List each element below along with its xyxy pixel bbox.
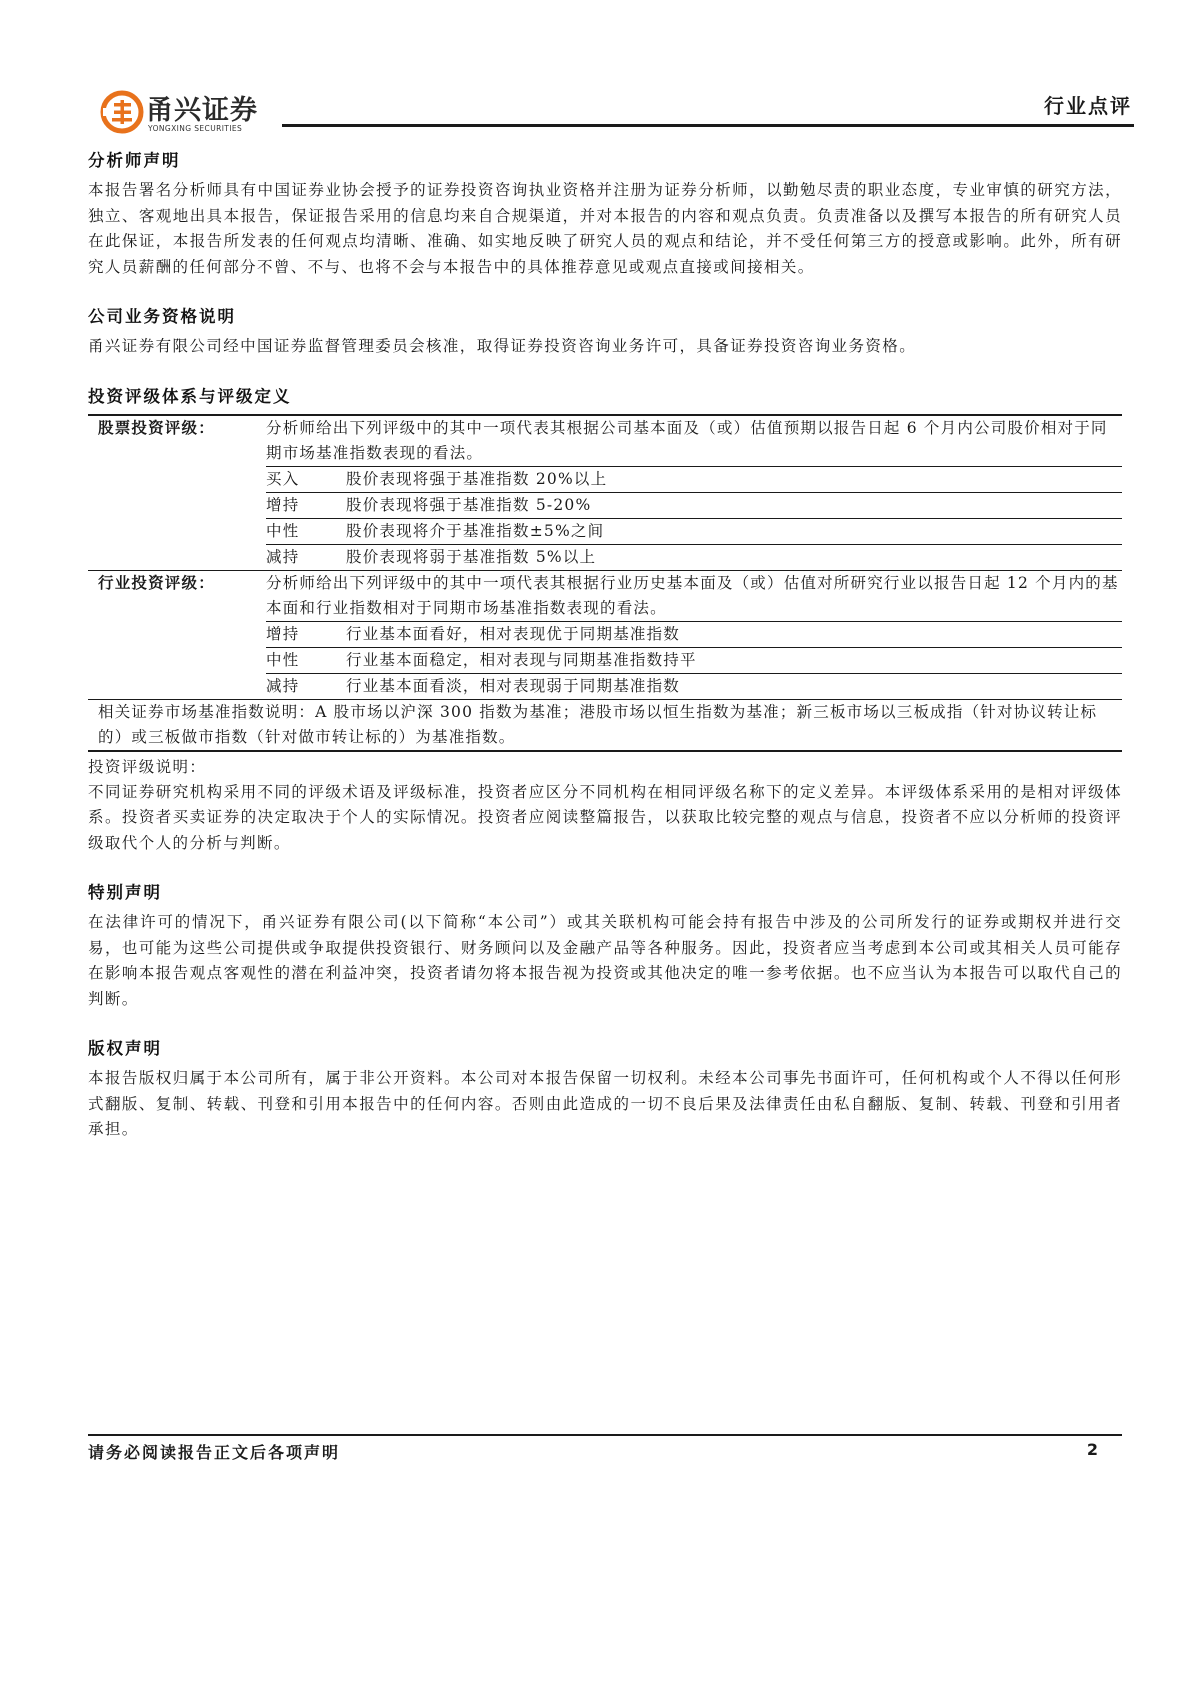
page-header bbox=[100, 84, 1132, 144]
rating-level-name: 中性 bbox=[266, 647, 346, 673]
table-row bbox=[88, 544, 1122, 570]
table-row bbox=[88, 647, 1122, 673]
table-row bbox=[88, 621, 1122, 647]
copyright-body: 本报告版权归属于本公司所有，属于非公开资料。本公司对本报告保留一切权利。未经本公司事先书面许可，任何机构或个人不得以任何形式翻版、复制、转载、刊登和引用本报告中的任何内容。否则由此造成的一切不良后果及法律责任由私自翻版、复制、转载、刊登和引用者承担。 bbox=[88, 1069, 1122, 1138]
table-row bbox=[88, 466, 1122, 492]
analyst-statement-section bbox=[88, 148, 1122, 280]
rating-level-name: 减持 bbox=[266, 676, 300, 695]
table-row bbox=[88, 518, 1122, 544]
company-qualification-title: 公司业务资格说明 bbox=[88, 307, 236, 326]
company-qualification-section bbox=[88, 304, 1122, 360]
page-number: 2 bbox=[1086, 1440, 1098, 1459]
report-type-label: 行业点评 bbox=[1044, 94, 1132, 118]
rating-level-desc: 行业基本面看好，相对表现优于同期基准指数 bbox=[346, 621, 1122, 647]
special-statement-title: 特别声明 bbox=[88, 883, 162, 902]
rating-level-desc: 行业基本面稳定，相对表现与同期基准指数持平 bbox=[346, 647, 1122, 673]
yongxing-logo-icon bbox=[100, 90, 144, 134]
company-logo bbox=[100, 88, 280, 138]
rating-system-section bbox=[88, 384, 1122, 857]
table-row bbox=[88, 570, 1122, 621]
rating-level-name: 增持 bbox=[266, 621, 346, 647]
rating-level-desc: 股价表现将介于基准指数±5%之间 bbox=[346, 518, 1122, 544]
table-row bbox=[88, 415, 1122, 467]
footer-rule bbox=[88, 1434, 1122, 1436]
table-row bbox=[88, 699, 1122, 751]
special-statement-body: 在法律许可的情况下，甬兴证券有限公司(以下简称“本公司”）或其关联机构可能会持有报告中涉及的公司所发行的证券或期权并进行交易，也可能为这些公司提供或争取提供投资银行、财务顾问以及金融产品等各种服务。因此，投资者应当考虑到本公司或其相关人员可能存在影响本报告观点客观性的潜在利益冲突，投资者请勿将本报告视为投资或其他决定的唯一参考依据。也不应当认为本报告可以取代自己的判断。 bbox=[88, 913, 1122, 1008]
rating-explanation-body: 不同证券研究机构采用不同的评级术语及评级标准，投资者应区分不同机构在相同评级名称下的定义差异。本评级体系采用的是相对评级体系。投资者买卖证券的决定取决于个人的实际情况。投资者应阅读整篇报告，以获取比较完整的观点与信息，投资者不应以分析师的投资评级取代个人的分析与判断。 bbox=[88, 782, 1122, 852]
copyright-title: 版权声明 bbox=[88, 1039, 162, 1058]
rating-system-title: 投资评级体系与评级定义 bbox=[88, 386, 292, 406]
rating-level-name: 中性 bbox=[266, 518, 346, 544]
rating-level-name: 买入 bbox=[266, 466, 346, 492]
special-statement-section bbox=[88, 880, 1122, 1012]
rating-level-desc: 行业基本面看淡，相对表现弱于同期基准指数 bbox=[346, 676, 681, 695]
copyright-section bbox=[88, 1036, 1122, 1143]
industry-rating-label: 行业投资评级： bbox=[98, 573, 215, 592]
rating-level-desc: 股价表现将强于基准指数 5-20% bbox=[346, 492, 1122, 518]
logo-english-name: YONGXING SECURITIES bbox=[148, 124, 243, 133]
rating-definition-table bbox=[88, 414, 1122, 752]
table-row bbox=[88, 673, 1122, 699]
analyst-statement-title: 分析师声明 bbox=[88, 151, 181, 170]
page-footer bbox=[88, 1434, 1122, 1462]
analyst-statement-body: 本报告署名分析师具有中国证券业协会授予的证券投资咨询执业资格并注册为证券分析师，以勤勉尽责的职业态度，专业审慎的研究方法，独立、客观地出具本报告，保证报告采用的信息均来自合规渠道，并对本报告的内容和观点负责。负责准备以及撰写本报告的所有研究人员在此保证，本报告所发表的任何观点均清晰、准确、如实地反映了研究人员的观点和结论，并不受任何第三方的授意或影响。此外，所有研究人员薪酬的任何部分不曾、不与、也将不会与本报告中的具体推荐意见或观点直接或间接相关。 bbox=[88, 181, 1122, 276]
rating-explanation-heading: 投资评级说明： bbox=[88, 757, 207, 776]
company-qualification-body: 甬兴证券有限公司经中国证券监督管理委员会核准，取得证券投资咨询业务许可，具备证券投资咨询业务资格。 bbox=[88, 337, 917, 355]
header-rule bbox=[282, 124, 1134, 127]
benchmark-index-note: 相关证券市场基准指数说明：A 股市场以沪深 300 指数为基准；港股市场以恒生指数为基准；新三板市场以三板成指（针对协议转让标的）或三板做市指数（针对做市转让标的）为基准指数。 bbox=[88, 699, 1122, 751]
rating-level-name: 减持 bbox=[266, 544, 346, 570]
table-row bbox=[88, 492, 1122, 518]
disclaimer-content bbox=[88, 148, 1122, 1143]
stock-rating-label: 股票投资评级： bbox=[88, 415, 266, 467]
rating-level-desc: 股价表现将强于基准指数 20%以上 bbox=[346, 466, 1122, 492]
industry-rating-desc: 分析师给出下列评级中的其中一项代表其根据行业历史基本面及（或）估值对所研究行业以报告日起 12 个月内的基本面和行业指数相对于同期市场基准指数表现的看法。 bbox=[266, 570, 1122, 621]
logo-chinese-name: 甬兴证券 bbox=[146, 95, 258, 126]
rating-level-name: 增持 bbox=[266, 492, 346, 518]
footer-notice: 请务必阅读报告正文后各项声明 bbox=[88, 1443, 341, 1462]
stock-rating-desc: 分析师给出下列评级中的其中一项代表其根据公司基本面及（或）估值预期以报告日起 6 个月内公司股价相对于同期市场基准指数表现的看法。 bbox=[266, 415, 1122, 467]
rating-level-desc: 股价表现将弱于基准指数 5%以上 bbox=[346, 544, 1122, 570]
